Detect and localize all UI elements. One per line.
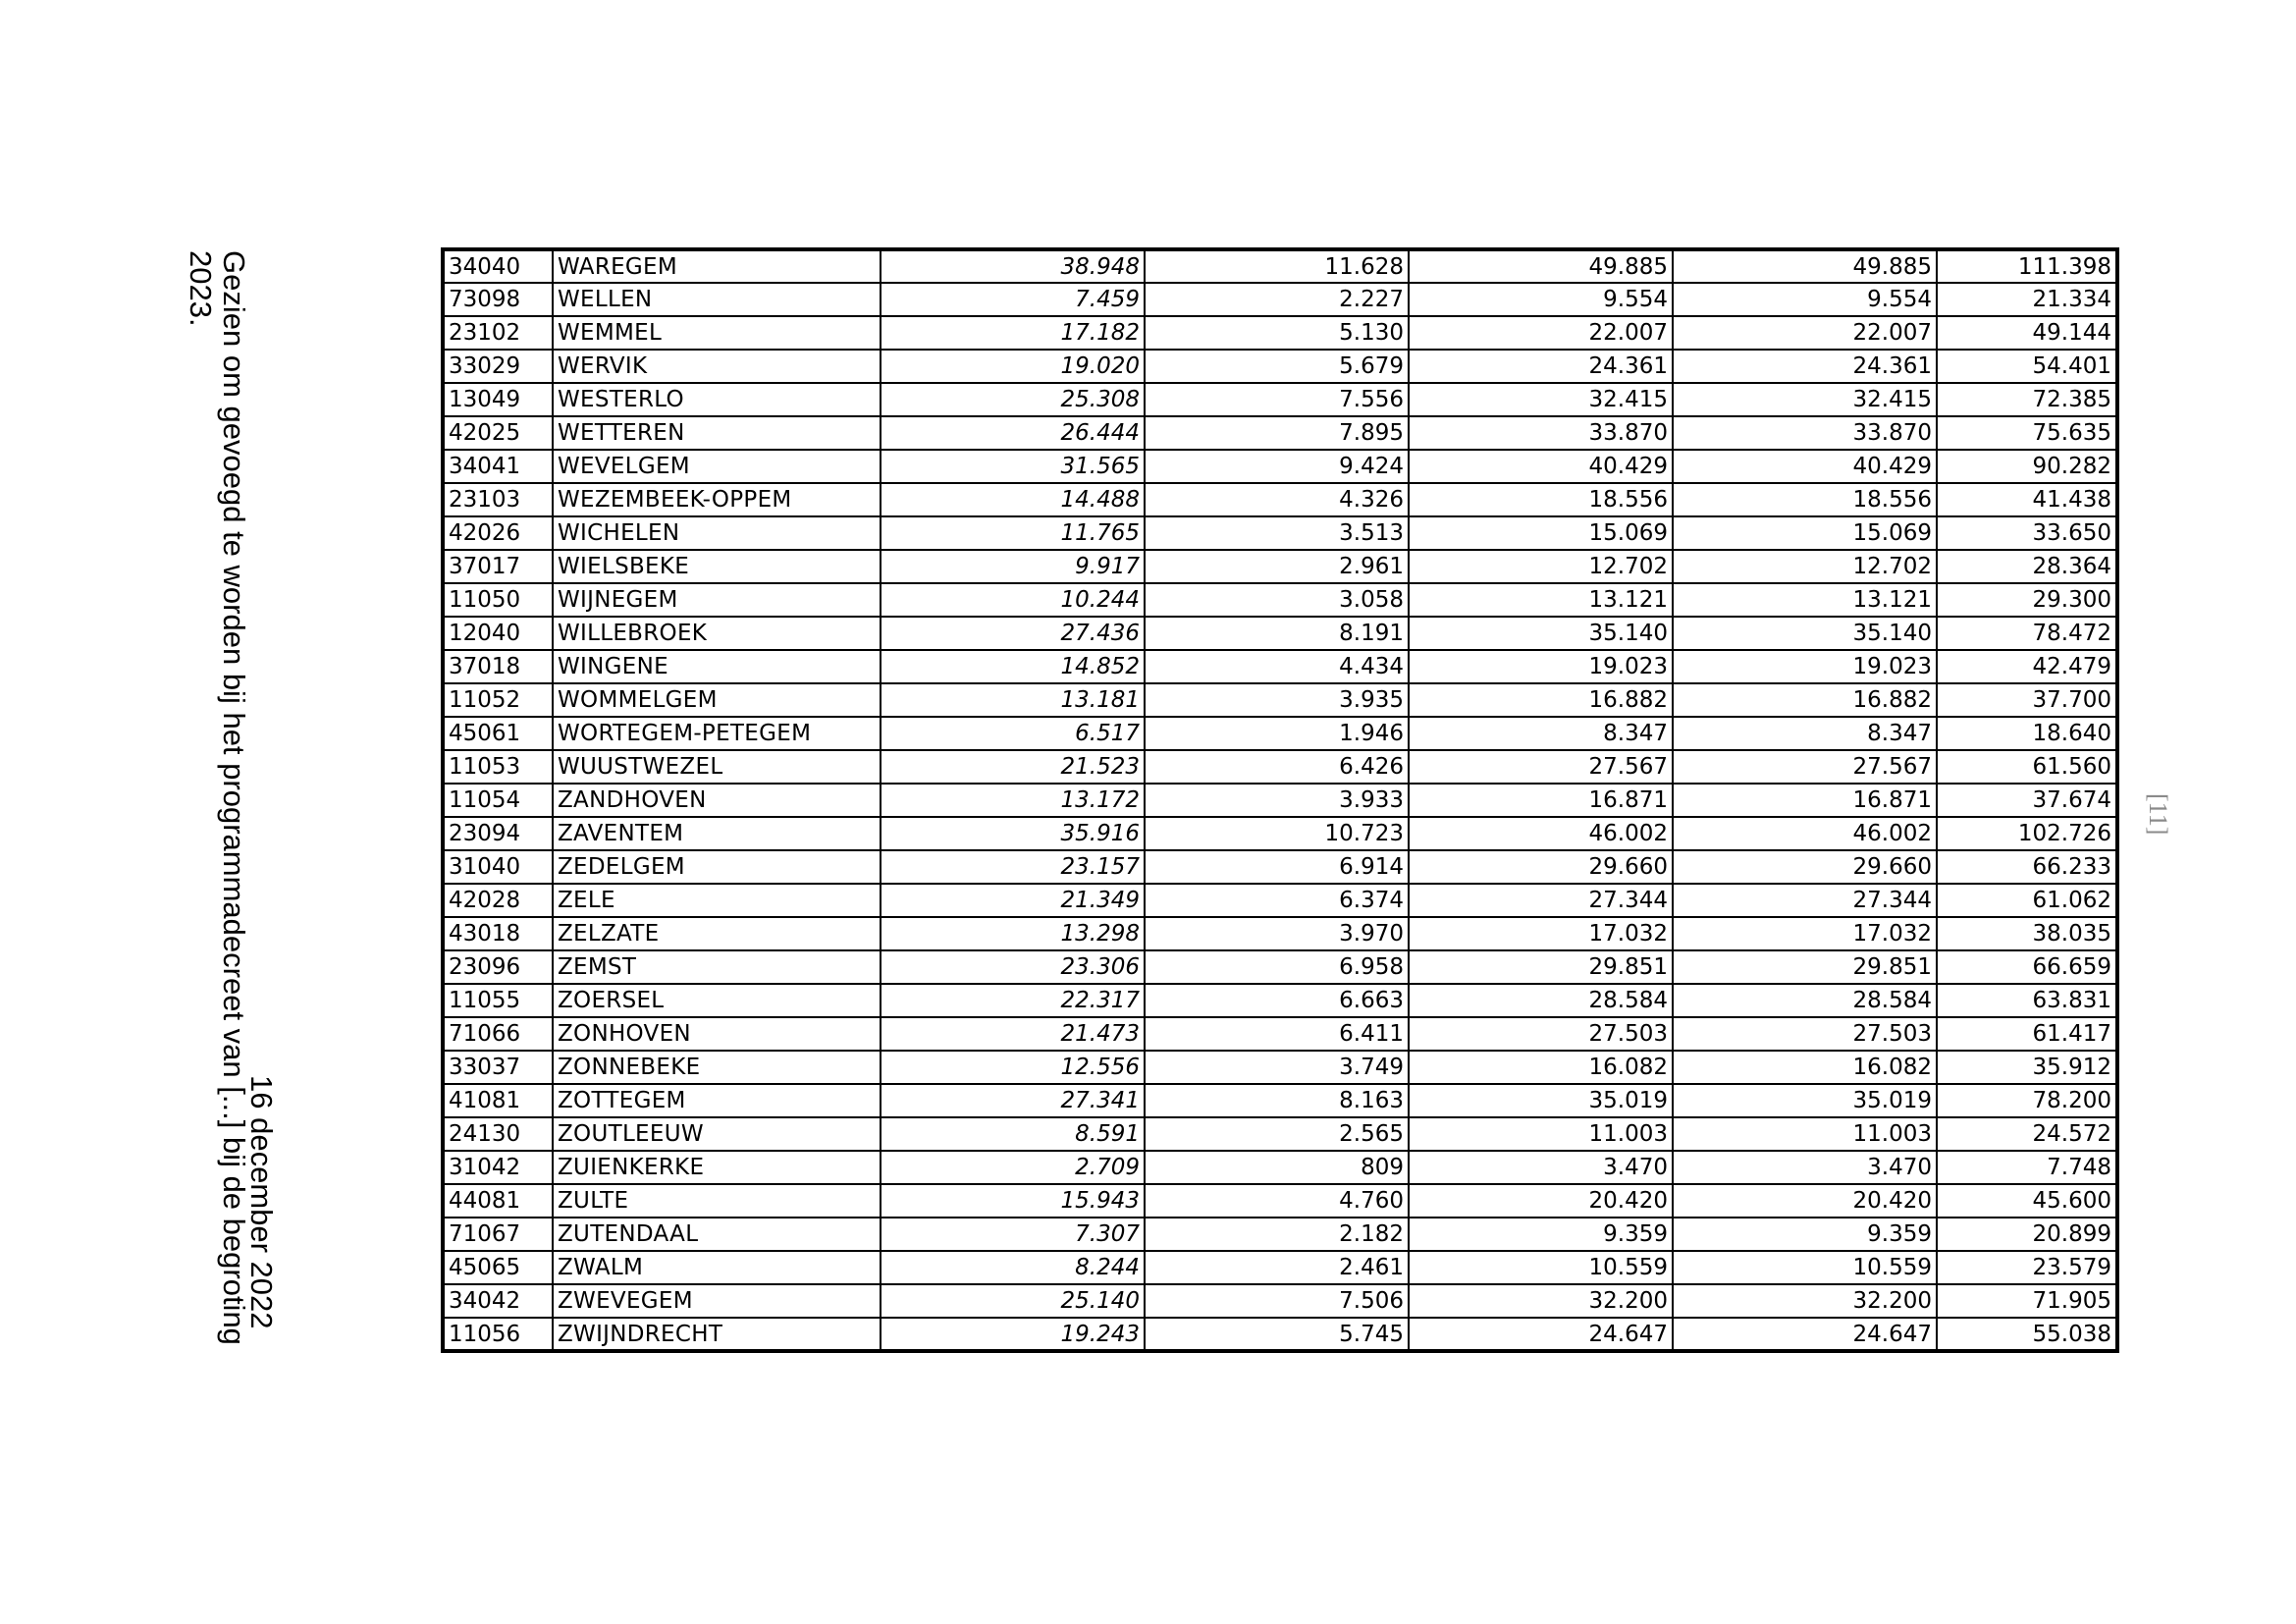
value-1-cell: 35.916 — [881, 817, 1145, 850]
value-1-cell: 27.436 — [881, 617, 1145, 650]
total-cell: 20.899 — [1937, 1218, 2117, 1251]
nis-code-cell: 11056 — [443, 1318, 553, 1351]
nis-code-cell: 31042 — [443, 1151, 553, 1184]
value-3-cell: 24.647 — [1409, 1318, 1673, 1351]
total-cell: 90.282 — [1937, 450, 2117, 483]
value-4-cell: 24.361 — [1673, 350, 1937, 383]
municipality-name-cell: ZWEVEGEM — [553, 1284, 881, 1318]
value-4-cell: 24.647 — [1673, 1318, 1937, 1351]
value-1-cell: 31.565 — [881, 450, 1145, 483]
value-4-cell: 8.347 — [1673, 717, 1937, 750]
municipality-name-cell: WUUSTWEZEL — [553, 750, 881, 784]
total-cell: 66.233 — [1937, 850, 2117, 884]
municipality-name-cell: ZELZATE — [553, 917, 881, 950]
value-2-cell: 8.163 — [1145, 1084, 1409, 1117]
value-1-cell: 19.243 — [881, 1318, 1145, 1351]
municipality-name-cell: ZWIJNDRECHT — [553, 1318, 881, 1351]
value-1-cell: 15.943 — [881, 1184, 1145, 1218]
total-cell: 63.831 — [1937, 984, 2117, 1017]
table-row — [443, 316, 2117, 350]
municipality-name-cell: WETTEREN — [553, 416, 881, 450]
municipality-name-cell: ZONNEBEKE — [553, 1051, 881, 1084]
total-cell: 7.748 — [1937, 1151, 2117, 1184]
value-2-cell: 3.749 — [1145, 1051, 1409, 1084]
value-4-cell: 11.003 — [1673, 1117, 1937, 1151]
value-2-cell: 809 — [1145, 1151, 1409, 1184]
value-1-cell: 23.306 — [881, 950, 1145, 984]
nis-code-cell: 44081 — [443, 1184, 553, 1218]
municipality-name-cell: ZELE — [553, 884, 881, 917]
nis-code-cell: 23094 — [443, 817, 553, 850]
value-4-cell: 16.882 — [1673, 683, 1937, 717]
value-3-cell: 29.851 — [1409, 950, 1673, 984]
value-1-cell: 7.307 — [881, 1218, 1145, 1251]
value-4-cell: 33.870 — [1673, 416, 1937, 450]
table-row — [443, 683, 2117, 717]
value-2-cell: 3.058 — [1145, 583, 1409, 617]
value-4-cell: 22.007 — [1673, 316, 1937, 350]
value-4-cell: 10.559 — [1673, 1251, 1937, 1284]
table-row — [443, 917, 2117, 950]
nis-code-cell: 11055 — [443, 984, 553, 1017]
value-2-cell: 6.411 — [1145, 1017, 1409, 1051]
value-3-cell: 27.344 — [1409, 884, 1673, 917]
nis-code-cell: 11053 — [443, 750, 553, 784]
value-2-cell: 9.424 — [1145, 450, 1409, 483]
total-cell: 61.417 — [1937, 1017, 2117, 1051]
municipality-name-cell: WILLEBROEK — [553, 617, 881, 650]
value-3-cell: 10.559 — [1409, 1251, 1673, 1284]
table-row — [443, 650, 2117, 683]
total-cell: 23.579 — [1937, 1251, 2117, 1284]
municipality-name-cell: ZUTENDAAL — [553, 1218, 881, 1251]
total-cell: 72.385 — [1937, 383, 2117, 416]
value-2-cell: 2.461 — [1145, 1251, 1409, 1284]
nis-code-cell: 31040 — [443, 850, 553, 884]
value-2-cell: 5.745 — [1145, 1318, 1409, 1351]
value-4-cell: 49.885 — [1673, 249, 1937, 283]
table-row — [443, 1184, 2117, 1218]
value-1-cell: 26.444 — [881, 416, 1145, 450]
value-4-cell: 15.069 — [1673, 516, 1937, 550]
table-row — [443, 1051, 2117, 1084]
value-3-cell: 16.082 — [1409, 1051, 1673, 1084]
value-1-cell: 27.341 — [881, 1084, 1145, 1117]
value-3-cell: 27.567 — [1409, 750, 1673, 784]
value-2-cell: 3.935 — [1145, 683, 1409, 717]
value-4-cell: 32.200 — [1673, 1284, 1937, 1318]
table-row — [443, 550, 2117, 583]
page-number: [11] — [2144, 793, 2172, 836]
value-1-cell: 13.172 — [881, 784, 1145, 817]
table-row — [443, 817, 2117, 850]
total-cell: 54.401 — [1937, 350, 2117, 383]
value-4-cell: 35.019 — [1673, 1084, 1937, 1117]
value-1-cell: 8.244 — [881, 1251, 1145, 1284]
value-3-cell: 16.871 — [1409, 784, 1673, 817]
table-row — [443, 1284, 2117, 1318]
value-3-cell: 20.420 — [1409, 1184, 1673, 1218]
total-cell: 35.912 — [1937, 1051, 2117, 1084]
value-2-cell: 3.970 — [1145, 917, 1409, 950]
municipality-name-cell: ZAVENTEM — [553, 817, 881, 850]
approval-caption — [184, 250, 251, 1345]
total-cell: 24.572 — [1937, 1117, 2117, 1151]
value-4-cell: 16.082 — [1673, 1051, 1937, 1084]
value-1-cell: 6.517 — [881, 717, 1145, 750]
value-3-cell: 49.885 — [1409, 249, 1673, 283]
table-row — [443, 884, 2117, 917]
nis-code-cell: 33037 — [443, 1051, 553, 1084]
value-4-cell: 19.023 — [1673, 650, 1937, 683]
value-1-cell: 17.182 — [881, 316, 1145, 350]
total-cell: 102.726 — [1937, 817, 2117, 850]
municipality-name-cell: WEZEMBEEK-OPPEM — [553, 483, 881, 516]
value-4-cell: 29.660 — [1673, 850, 1937, 884]
total-cell: 61.062 — [1937, 884, 2117, 917]
caption-line-1: Gezien om gevoegd te worden bij het programmadecreet van [...] bij de begroting — [217, 250, 251, 1345]
value-3-cell: 13.121 — [1409, 583, 1673, 617]
value-2-cell: 6.958 — [1145, 950, 1409, 984]
nis-code-cell: 42026 — [443, 516, 553, 550]
nis-code-cell: 23103 — [443, 483, 553, 516]
caption-date: 16 december 2022 — [244, 1075, 279, 1329]
nis-code-cell: 13049 — [443, 383, 553, 416]
value-4-cell: 18.556 — [1673, 483, 1937, 516]
municipality-name-cell: WICHELEN — [553, 516, 881, 550]
value-2-cell: 11.628 — [1145, 249, 1409, 283]
value-3-cell: 18.556 — [1409, 483, 1673, 516]
nis-code-cell: 33029 — [443, 350, 553, 383]
municipality-name-cell: WAREGEM — [553, 249, 881, 283]
nis-code-cell: 43018 — [443, 917, 553, 950]
value-1-cell: 25.140 — [881, 1284, 1145, 1318]
value-4-cell: 9.359 — [1673, 1218, 1937, 1251]
nis-code-cell: 23096 — [443, 950, 553, 984]
value-1-cell: 14.852 — [881, 650, 1145, 683]
value-4-cell: 27.503 — [1673, 1017, 1937, 1051]
value-2-cell: 6.663 — [1145, 984, 1409, 1017]
value-4-cell: 13.121 — [1673, 583, 1937, 617]
value-2-cell: 2.182 — [1145, 1218, 1409, 1251]
total-cell: 21.334 — [1937, 283, 2117, 316]
table-row — [443, 1117, 2117, 1151]
municipality-name-cell: ZANDHOVEN — [553, 784, 881, 817]
value-2-cell: 6.426 — [1145, 750, 1409, 784]
total-cell: 37.700 — [1937, 683, 2117, 717]
value-4-cell: 27.567 — [1673, 750, 1937, 784]
value-1-cell: 25.308 — [881, 383, 1145, 416]
total-cell: 45.600 — [1937, 1184, 2117, 1218]
value-3-cell: 35.019 — [1409, 1084, 1673, 1117]
value-4-cell: 35.140 — [1673, 617, 1937, 650]
municipality-name-cell: ZOERSEL — [553, 984, 881, 1017]
value-4-cell: 12.702 — [1673, 550, 1937, 583]
value-4-cell: 16.871 — [1673, 784, 1937, 817]
value-3-cell: 3.470 — [1409, 1151, 1673, 1184]
value-1-cell: 21.523 — [881, 750, 1145, 784]
table-row — [443, 850, 2117, 884]
value-2-cell: 8.191 — [1145, 617, 1409, 650]
value-1-cell: 2.709 — [881, 1151, 1145, 1184]
table-row — [443, 1151, 2117, 1184]
value-1-cell: 8.591 — [881, 1117, 1145, 1151]
municipality-name-cell: ZEMST — [553, 950, 881, 984]
total-cell: 38.035 — [1937, 917, 2117, 950]
table-row — [443, 516, 2117, 550]
total-cell: 33.650 — [1937, 516, 2117, 550]
value-4-cell: 27.344 — [1673, 884, 1937, 917]
total-cell: 28.364 — [1937, 550, 2117, 583]
value-4-cell: 40.429 — [1673, 450, 1937, 483]
value-3-cell: 46.002 — [1409, 817, 1673, 850]
municipality-name-cell: WIELSBEKE — [553, 550, 881, 583]
nis-code-cell: 24130 — [443, 1117, 553, 1151]
value-3-cell: 24.361 — [1409, 350, 1673, 383]
table-row — [443, 1318, 2117, 1351]
nis-code-cell: 34042 — [443, 1284, 553, 1318]
table-row — [443, 1218, 2117, 1251]
nis-code-cell: 23102 — [443, 316, 553, 350]
municipality-name-cell: ZUIENKERKE — [553, 1151, 881, 1184]
table-row — [443, 717, 2117, 750]
value-2-cell: 7.895 — [1145, 416, 1409, 450]
value-2-cell: 10.723 — [1145, 817, 1409, 850]
value-1-cell: 22.317 — [881, 984, 1145, 1017]
value-4-cell: 32.415 — [1673, 383, 1937, 416]
value-2-cell: 5.130 — [1145, 316, 1409, 350]
nis-code-cell: 11052 — [443, 683, 553, 717]
value-1-cell: 19.020 — [881, 350, 1145, 383]
value-3-cell: 40.429 — [1409, 450, 1673, 483]
value-3-cell: 11.003 — [1409, 1117, 1673, 1151]
table-row — [443, 450, 2117, 483]
value-2-cell: 4.760 — [1145, 1184, 1409, 1218]
value-2-cell: 3.933 — [1145, 784, 1409, 817]
total-cell: 55.038 — [1937, 1318, 2117, 1351]
value-2-cell: 5.679 — [1145, 350, 1409, 383]
nis-code-cell: 11050 — [443, 583, 553, 617]
nis-code-cell: 37018 — [443, 650, 553, 683]
value-3-cell: 19.023 — [1409, 650, 1673, 683]
table-row — [443, 350, 2117, 383]
value-1-cell: 21.349 — [881, 884, 1145, 917]
nis-code-cell: 45065 — [443, 1251, 553, 1284]
value-3-cell: 32.415 — [1409, 383, 1673, 416]
total-cell: 66.659 — [1937, 950, 2117, 984]
table-row — [443, 1251, 2117, 1284]
total-cell: 41.438 — [1937, 483, 2117, 516]
table-row — [443, 583, 2117, 617]
value-2-cell: 2.565 — [1145, 1117, 1409, 1151]
total-cell: 18.640 — [1937, 717, 2117, 750]
value-2-cell: 1.946 — [1145, 717, 1409, 750]
value-3-cell: 33.870 — [1409, 416, 1673, 450]
value-1-cell: 13.181 — [881, 683, 1145, 717]
value-4-cell: 29.851 — [1673, 950, 1937, 984]
value-3-cell: 22.007 — [1409, 316, 1673, 350]
total-cell: 78.200 — [1937, 1084, 2117, 1117]
municipality-name-cell: WORTEGEM-PETEGEM — [553, 717, 881, 750]
table-row — [443, 1084, 2117, 1117]
municipality-name-cell: ZEDELGEM — [553, 850, 881, 884]
nis-code-cell: 34041 — [443, 450, 553, 483]
table-row — [443, 483, 2117, 516]
value-1-cell: 7.459 — [881, 283, 1145, 316]
value-1-cell: 21.473 — [881, 1017, 1145, 1051]
nis-code-cell: 42025 — [443, 416, 553, 450]
nis-code-cell: 71066 — [443, 1017, 553, 1051]
municipality-table — [441, 247, 2119, 1353]
value-3-cell: 28.584 — [1409, 984, 1673, 1017]
table-row — [443, 784, 2117, 817]
total-cell: 111.398 — [1937, 249, 2117, 283]
value-3-cell: 9.359 — [1409, 1218, 1673, 1251]
municipality-name-cell: ZULTE — [553, 1184, 881, 1218]
nis-code-cell: 73098 — [443, 283, 553, 316]
nis-code-cell: 34040 — [443, 249, 553, 283]
table-row — [443, 416, 2117, 450]
total-cell: 71.905 — [1937, 1284, 2117, 1318]
table-row — [443, 950, 2117, 984]
value-2-cell: 2.227 — [1145, 283, 1409, 316]
value-1-cell: 11.765 — [881, 516, 1145, 550]
municipality-name-cell: ZWALM — [553, 1251, 881, 1284]
value-2-cell: 4.434 — [1145, 650, 1409, 683]
table-row — [443, 750, 2117, 784]
value-3-cell: 27.503 — [1409, 1017, 1673, 1051]
total-cell: 78.472 — [1937, 617, 2117, 650]
nis-code-cell: 37017 — [443, 550, 553, 583]
municipality-name-cell: WIJNEGEM — [553, 583, 881, 617]
value-3-cell: 15.069 — [1409, 516, 1673, 550]
municipality-name-cell: WESTERLO — [553, 383, 881, 416]
value-3-cell: 32.200 — [1409, 1284, 1673, 1318]
nis-code-cell: 42028 — [443, 884, 553, 917]
table-row — [443, 617, 2117, 650]
value-1-cell: 23.157 — [881, 850, 1145, 884]
value-1-cell: 9.917 — [881, 550, 1145, 583]
value-3-cell: 35.140 — [1409, 617, 1673, 650]
municipality-name-cell: WINGENE — [553, 650, 881, 683]
table-row — [443, 249, 2117, 283]
nis-code-cell: 45061 — [443, 717, 553, 750]
value-3-cell: 8.347 — [1409, 717, 1673, 750]
value-2-cell: 7.556 — [1145, 383, 1409, 416]
table-body — [443, 249, 2117, 1351]
value-1-cell: 13.298 — [881, 917, 1145, 950]
municipality-name-cell: ZOUTLEEUW — [553, 1117, 881, 1151]
value-2-cell: 6.374 — [1145, 884, 1409, 917]
value-3-cell: 29.660 — [1409, 850, 1673, 884]
table-row — [443, 1017, 2117, 1051]
value-1-cell: 10.244 — [881, 583, 1145, 617]
value-4-cell: 17.032 — [1673, 917, 1937, 950]
value-3-cell: 9.554 — [1409, 283, 1673, 316]
municipality-name-cell: WOMMELGEM — [553, 683, 881, 717]
total-cell: 37.674 — [1937, 784, 2117, 817]
table-row — [443, 283, 2117, 316]
municipality-name-cell: WEMMEL — [553, 316, 881, 350]
value-3-cell: 17.032 — [1409, 917, 1673, 950]
nis-code-cell: 71067 — [443, 1218, 553, 1251]
value-2-cell: 7.506 — [1145, 1284, 1409, 1318]
value-2-cell: 4.326 — [1145, 483, 1409, 516]
nis-code-cell: 12040 — [443, 617, 553, 650]
nis-code-cell: 11054 — [443, 784, 553, 817]
value-3-cell: 16.882 — [1409, 683, 1673, 717]
value-2-cell: 2.961 — [1145, 550, 1409, 583]
table-row — [443, 984, 2117, 1017]
total-cell: 61.560 — [1937, 750, 2117, 784]
value-4-cell: 9.554 — [1673, 283, 1937, 316]
value-4-cell: 28.584 — [1673, 984, 1937, 1017]
value-1-cell: 14.488 — [881, 483, 1145, 516]
municipality-name-cell: ZOTTEGEM — [553, 1084, 881, 1117]
table-row — [443, 383, 2117, 416]
total-cell: 29.300 — [1937, 583, 2117, 617]
value-2-cell: 6.914 — [1145, 850, 1409, 884]
value-2-cell: 3.513 — [1145, 516, 1409, 550]
value-4-cell: 3.470 — [1673, 1151, 1937, 1184]
caption-line-2: 2023. — [184, 250, 218, 327]
total-cell: 75.635 — [1937, 416, 2117, 450]
value-4-cell: 46.002 — [1673, 817, 1937, 850]
value-1-cell: 12.556 — [881, 1051, 1145, 1084]
total-cell: 42.479 — [1937, 650, 2117, 683]
value-3-cell: 12.702 — [1409, 550, 1673, 583]
municipality-name-cell: WEVELGEM — [553, 450, 881, 483]
value-1-cell: 38.948 — [881, 249, 1145, 283]
value-4-cell: 20.420 — [1673, 1184, 1937, 1218]
municipality-name-cell: WELLEN — [553, 283, 881, 316]
total-cell: 49.144 — [1937, 316, 2117, 350]
nis-code-cell: 41081 — [443, 1084, 553, 1117]
municipality-name-cell: ZONHOVEN — [553, 1017, 881, 1051]
municipality-name-cell: WERVIK — [553, 350, 881, 383]
